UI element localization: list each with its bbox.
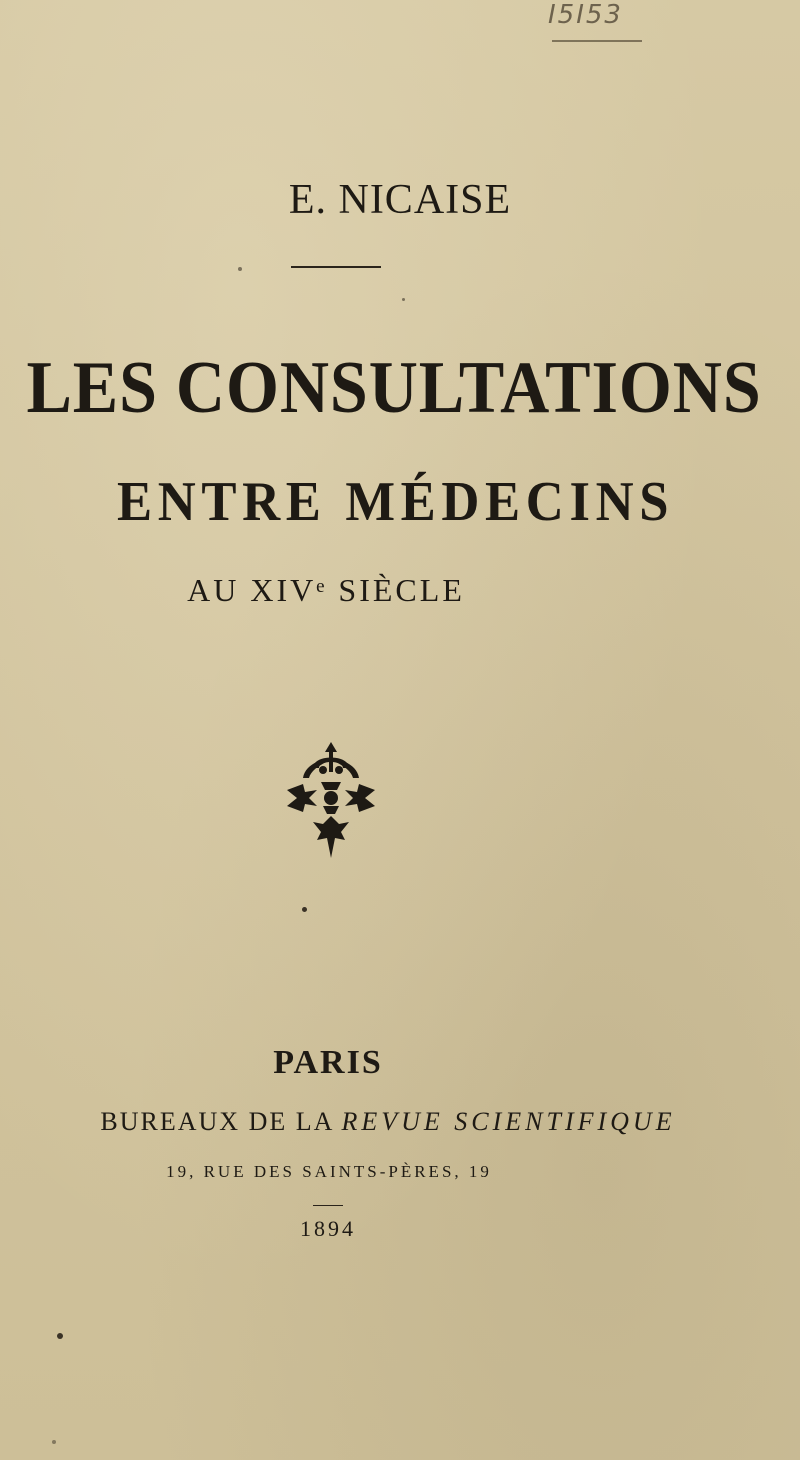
paper-speck	[238, 267, 242, 271]
paper-speck	[57, 1333, 63, 1339]
handwritten-underline	[552, 40, 642, 42]
paper-speck	[52, 1440, 56, 1444]
paper-speck	[302, 907, 307, 912]
publisher-journal: REVUE SCIENTIFIQUE	[341, 1107, 676, 1136]
fleuron-ornament-icon	[283, 740, 379, 858]
imprint-address: 19, RUE DES SAINTS-PÈRES, 19	[166, 1162, 492, 1181]
imprint-place: PARIS	[273, 1044, 383, 1081]
title-line-1: LES CONSULTATIONS	[26, 347, 762, 429]
title-line-3: AU XIVᵉ SIÈCLE	[187, 572, 465, 608]
paper-speck	[402, 298, 405, 301]
author-divider	[291, 266, 381, 268]
publisher-label: BUREAUX DE LA	[100, 1107, 333, 1136]
title-line-2: ENTRE MÉDECINS	[116, 471, 675, 533]
imprint-year: 1894	[300, 1216, 356, 1241]
handwritten-shelfmark: I5I53	[548, 0, 623, 30]
year-divider	[313, 1205, 343, 1206]
imprint-publisher	[0, 1107, 788, 1137]
author-name: E. NICAISE	[288, 177, 512, 223]
